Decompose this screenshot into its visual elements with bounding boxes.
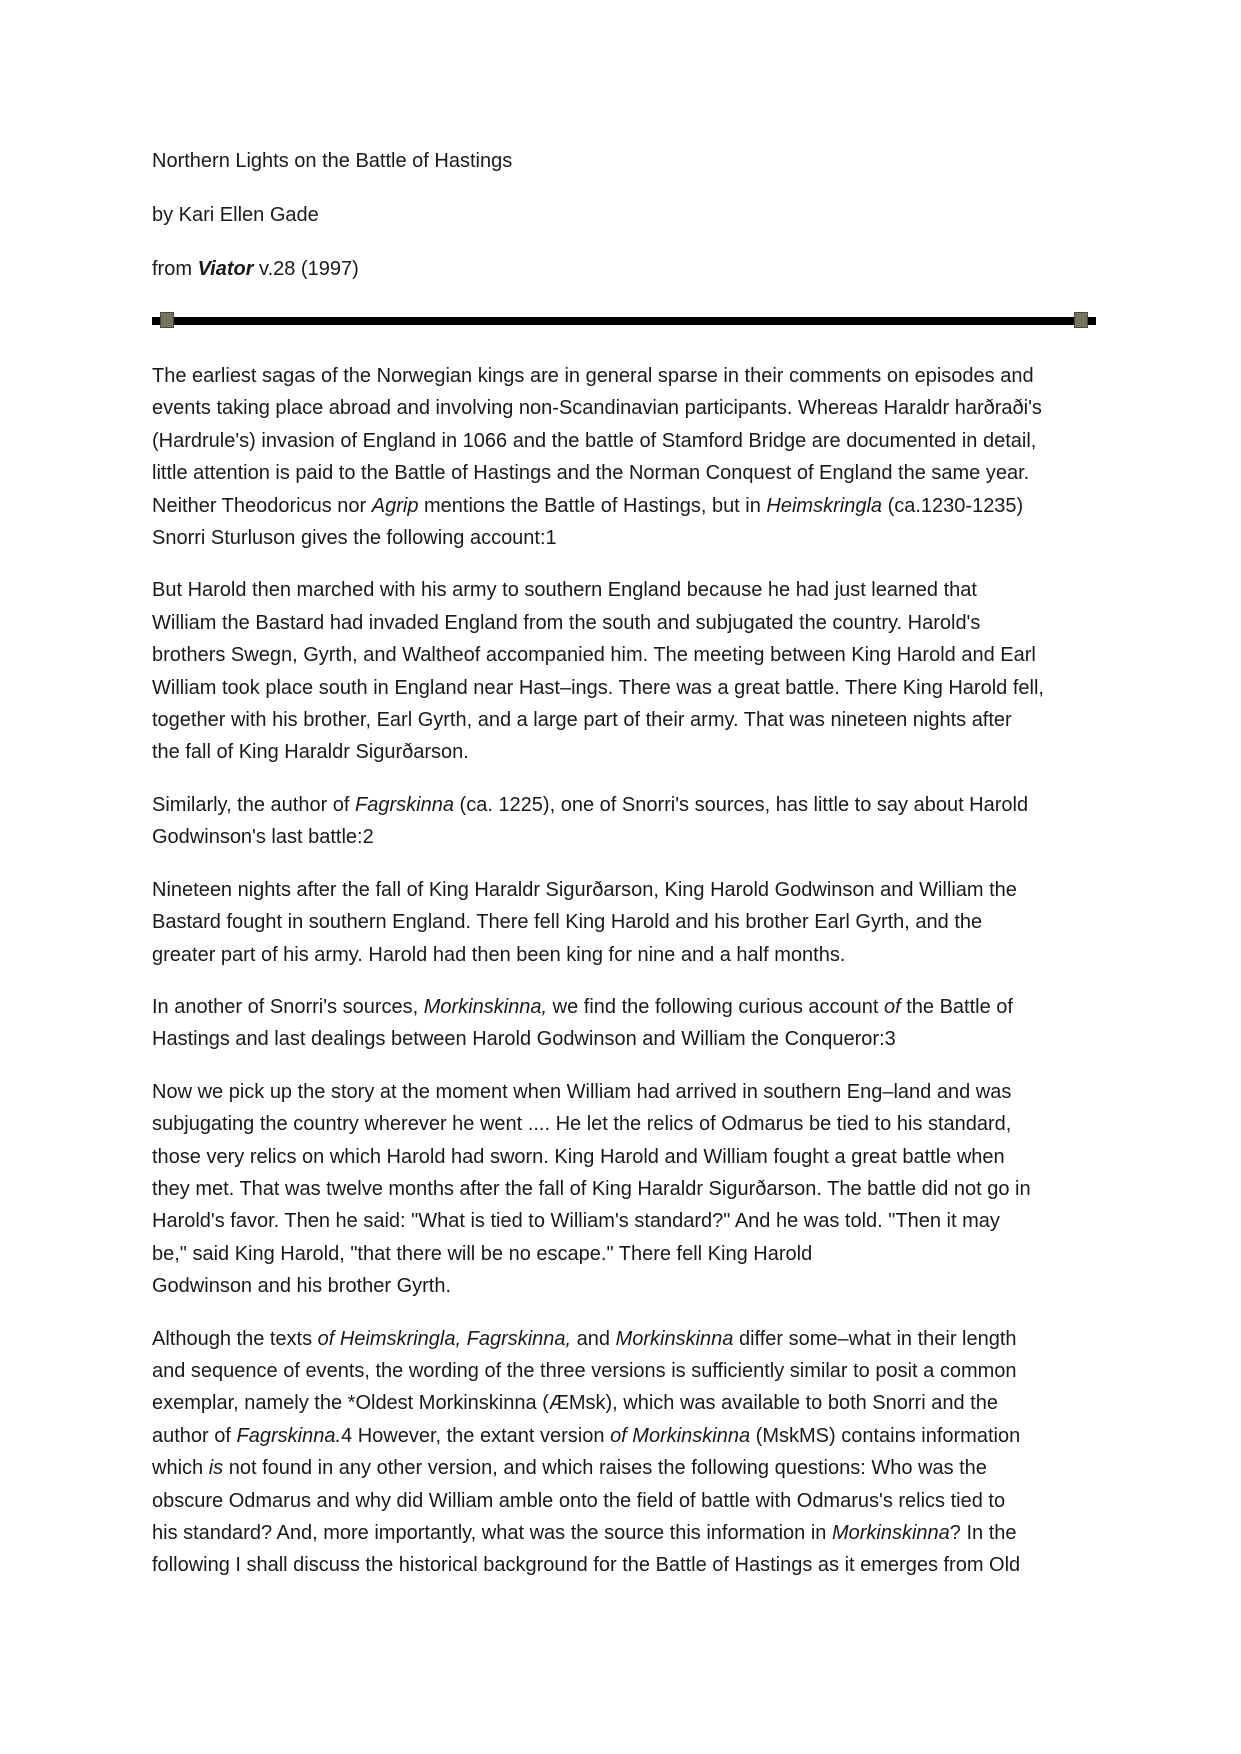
text-run: following I shall discuss the historical background for the Battle of Hastings as it emerges from Old [152,1554,1021,1577]
text-line [152,821,1096,853]
text-line [152,1270,1096,1302]
italic-text: of Morkinskinna [610,1424,751,1447]
body-text [152,360,1096,1582]
paragraph [152,789,1096,854]
text-line [152,1323,1096,1355]
text-run: the fall of King Haraldr Sigurðarson. [152,741,469,764]
text-run: William the Bastard had invaded England from the south and subjugated the country. Harold's [152,611,981,634]
text-line [152,704,1096,736]
text-run: differ some–what in their length [733,1327,1017,1350]
divider-right-cap [1074,312,1088,328]
italic-text: Fagrskinna [355,793,454,816]
text-line [152,1141,1096,1173]
text-run: William took place south in England near Hast–ings. There was a great battle. There King Harold fell, [152,676,1044,699]
text-run: Similarly, the author of [152,793,356,816]
text-run: Snorri Sturluson gives the following account:1 [152,527,557,550]
text-line [152,1238,1096,1270]
text-line [152,1173,1096,1205]
text-run: author of [152,1424,237,1447]
text-run: they met. That was twelve months after the fall of King Haraldr Sigurðarson. The battle did not go in [152,1177,1031,1200]
text-run: Now we pick up the story at the moment when William had arrived in southern Eng–land and was [152,1080,1012,1103]
text-run: Neither Theodoricus nor [152,494,372,517]
text-line [152,1205,1096,1237]
text-line [152,639,1096,671]
paragraph [152,991,1096,1056]
text-run: In another of Snorri's sources, [152,995,424,1018]
document-author: by Kari Ellen Gade [152,204,319,226]
paragraph [152,360,1096,554]
italic-text: Morkinskinna [831,1522,950,1544]
source-journal: Viator [197,258,254,280]
text-run: 4 However, the extant version [341,1424,611,1447]
text-run: Although the texts [152,1327,318,1350]
italic-text: Morkinskinna [615,1327,734,1350]
text-line [152,574,1096,606]
text-line [152,874,1096,906]
text-run: (ca.1230-1235) [882,494,1024,517]
text-line [152,1549,1096,1581]
text-line [152,991,1096,1023]
paragraph [152,574,1096,768]
italic-text: of Heimskringla, Fagrskinna, [317,1327,572,1350]
text-run: ? In the [949,1522,1017,1544]
text-run: those very relics on which Harold had sworn. King Harold and William fought a great battle when [152,1145,1005,1168]
text-line [152,1485,1096,1517]
text-run: not found in any other version, and which raises the following questions: Who was the [223,1457,987,1480]
italic-text: of [883,995,901,1018]
text-run: mentions the Battle of Hastings, but in [418,494,767,517]
text-run: Bastard fought in southern England. There fell King Harold and his brother Earl Gyrth, and the [152,911,983,934]
section-divider [152,310,1096,330]
text-run: Godwinson and his brother Gyrth. [152,1275,452,1298]
text-run: and sequence of events, the wording of the three versions is sufficiently similar to posit a common [152,1359,1017,1382]
text-line [152,1420,1096,1452]
source-prefix: from [152,258,198,280]
text-line [152,1452,1096,1484]
text-run: events taking place abroad and involving non-Scandinavian participants. Whereas Haraldr harðraði's [152,397,1042,420]
italic-text: Agrip [371,494,419,517]
text-line [152,1517,1096,1549]
text-run: subjugating the country wherever he went .... He let the relics of Odmarus be tied to his standard, [152,1113,1012,1136]
paragraph [152,874,1096,971]
text-line [152,789,1096,821]
text-line [152,672,1096,704]
text-run: and [571,1327,616,1350]
document-source [152,256,1096,282]
text-run: his standard? And, more importantly, what was the source this information in [152,1522,832,1544]
document-title: Northern Lights on the Battle of Hastings [152,150,513,172]
paragraph [152,1323,1096,1582]
text-line [152,736,1096,768]
text-line [152,1355,1096,1387]
text-line [152,392,1096,424]
text-run: which [152,1457,209,1480]
text-line [152,1076,1096,1108]
divider-bar [152,317,1096,325]
text-run: obscure Odmarus and why did William amble onto the field of battle with Odmarus's relics tied to [152,1489,1006,1512]
text-line [152,939,1096,971]
text-line [152,1387,1096,1419]
text-run: be," said King Harold, "that there will be no escape." There fell King Harold [152,1242,813,1265]
italic-text: Fagrskinna. [236,1424,342,1447]
text-run: The earliest sagas of the Norwegian kings are in general sparse in their comments on episodes and [152,365,1034,387]
text-run: Hastings and last dealings between Harold Godwinson and William the Conqueror:3 [152,1028,896,1051]
source-suffix: v.28 (1997) [253,258,359,280]
text-run: exemplar, namely the *Oldest Morkinskinna (ÆMsk), which was available to both Snorri and the [152,1392,998,1415]
italic-text: is [208,1457,224,1480]
text-run: Harold's favor. Then he said: "What is tied to William's standard?" And he was told. "Then it may [152,1210,1000,1233]
text-run: (MskMS) contains information [750,1424,1021,1447]
text-line [152,607,1096,639]
text-run: brothers Swegn, Gyrth, and Waltheof accompanied him. The meeting between King Harold and Earl [152,644,1036,667]
text-line [152,360,1096,392]
text-run: (Hardrule's) invasion of England in 1066 and the battle of Stamford Bridge are documented in detail, [152,429,1037,452]
italic-text: Heimskringla [766,494,883,517]
document-page [152,148,1096,1602]
text-line [152,425,1096,457]
text-run: Nineteen nights after the fall of King Haraldr Sigurðarson, King Harold Godwinson and William the [152,878,1017,901]
text-run: greater part of his army. Harold had then been king for nine and a half months. [152,943,846,966]
text-line [152,1023,1096,1055]
text-line [152,522,1096,554]
text-line [152,457,1096,489]
paragraph [152,1076,1096,1303]
text-run: we find the following curious account [547,995,884,1018]
text-line [152,906,1096,938]
italic-text: Morkinskinna, [423,995,548,1018]
divider-left-cap [160,312,174,328]
text-run: Godwinson's last battle:2 [152,826,374,849]
text-run: (ca. 1225), one of Snorri's sources, has little to say about Harold [453,793,1029,816]
text-line [152,490,1096,522]
text-line [152,1108,1096,1140]
text-run: together with his brother, Earl Gyrth, and a large part of their army. That was nineteen nights after [152,709,1012,732]
text-run: little attention is paid to the Battle of Hastings and the Norman Conquest of England the same year. [152,462,1030,485]
text-run: But Harold then marched with his army to southern England because he had just learned that [152,579,977,602]
text-run: the Battle of [900,995,1013,1018]
